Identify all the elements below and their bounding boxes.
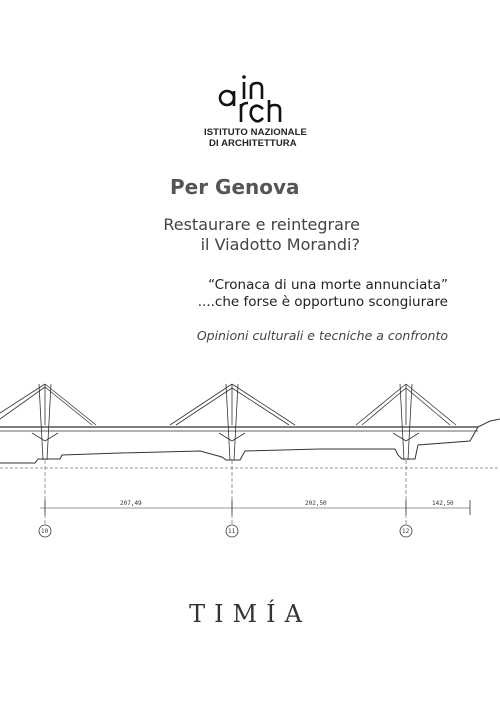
subtitle-line-2: il Viadotto Morandi? bbox=[200, 235, 360, 254]
span-label-3: 142,50 bbox=[432, 500, 454, 507]
span-label-2: 202,50 bbox=[305, 500, 327, 507]
pier-marker-1: 10 bbox=[41, 528, 49, 535]
cover-quote bbox=[198, 277, 448, 311]
subtitle-line-1: Restaurare e reintegrare bbox=[163, 215, 360, 234]
pier-marker-2: 11 bbox=[228, 528, 236, 535]
quote-line-2: ....che forse è opportuno scongiurare bbox=[197, 294, 448, 310]
quote-line-1: “Cronaca di una morte annunciata” bbox=[208, 277, 448, 293]
cover-subtitle bbox=[163, 215, 360, 255]
cover-tagline: Opinioni culturali e tecniche a confronto bbox=[196, 328, 448, 343]
logo-line-2: DI ARCHITETTURA bbox=[209, 138, 297, 149]
span-label-1: 207,49 bbox=[120, 500, 142, 507]
inarch-monogram-icon bbox=[200, 72, 320, 124]
pier-marker-3: 12 bbox=[402, 528, 410, 535]
inarch-logo bbox=[200, 72, 320, 152]
cover-title: Per Genova bbox=[170, 175, 300, 199]
publisher-logo: TIMÍA bbox=[189, 600, 311, 628]
logo-line-1: ISTITUTO NAZIONALE bbox=[204, 127, 307, 138]
viaduct-drawing bbox=[0, 375, 500, 545]
